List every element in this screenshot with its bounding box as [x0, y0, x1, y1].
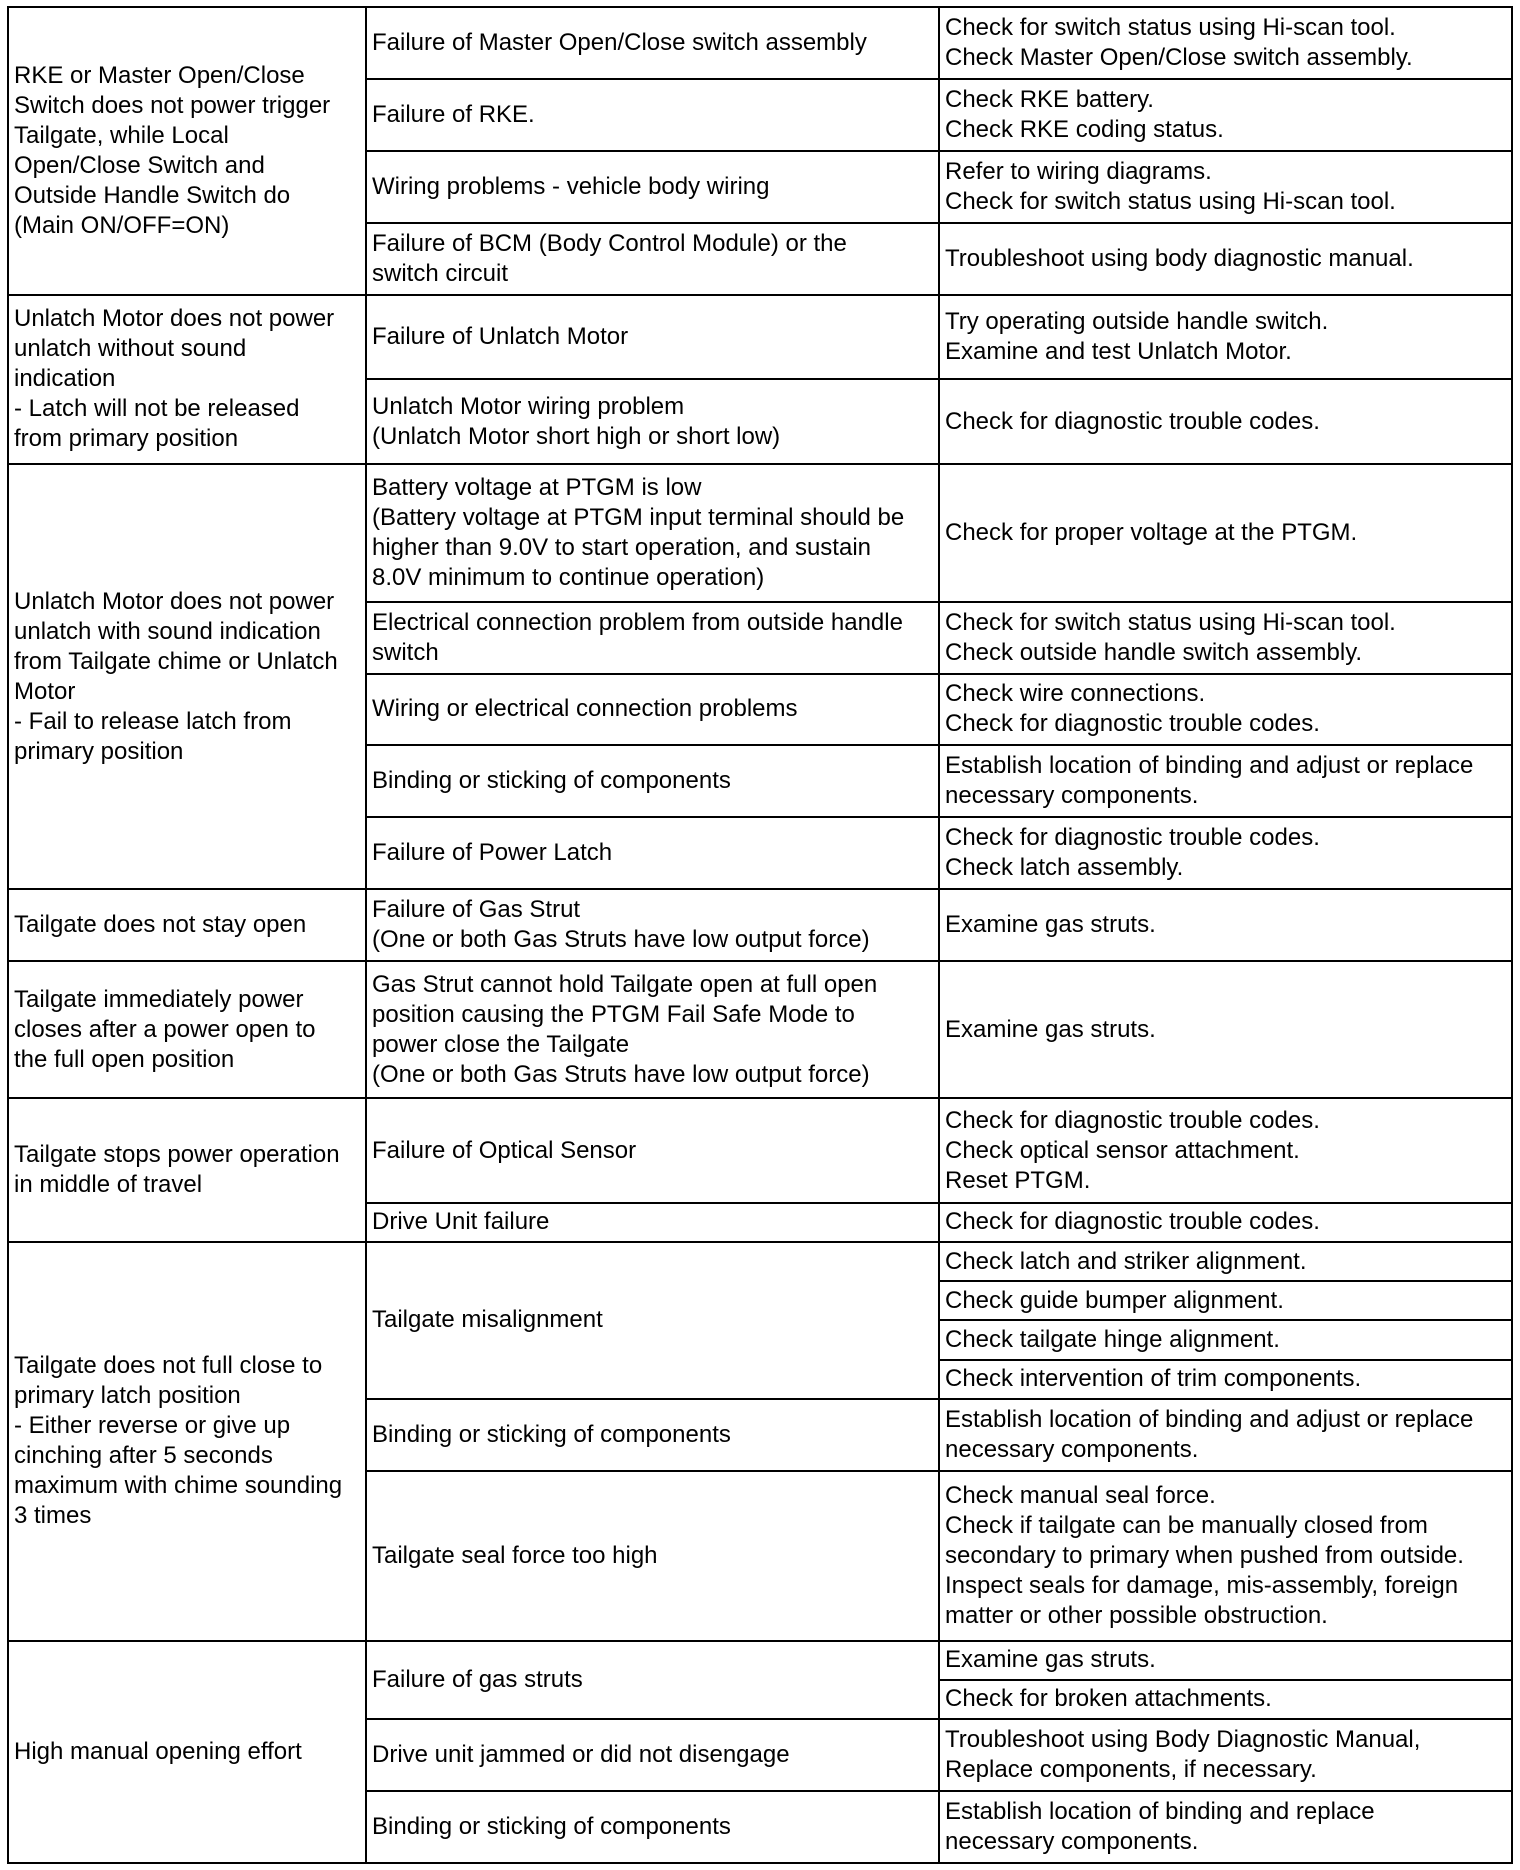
- cause-cell: Gas Strut cannot hold Tailgate open at full open position causing the PTGM Fail Safe Mode to power close the Tailgate (One or both Gas Struts have low output force): [366, 961, 939, 1098]
- remedy-cell: Check tailgate hinge alignment.: [939, 1320, 1512, 1359]
- table-row: [8, 7, 1512, 79]
- remedy-cell: Examine gas struts.: [939, 1641, 1512, 1680]
- remedy-cell: Establish location of binding and replace necessary components.: [939, 1791, 1512, 1863]
- cause-cell: Failure of Power Latch: [366, 817, 939, 889]
- cause-cell: Binding or sticking of components: [366, 1791, 939, 1863]
- remedy-cell: Examine gas struts.: [939, 889, 1512, 961]
- symptom-cell: Tailgate does not full close to primary latch position - Either reverse or give up cinching after 5 seconds maximum with chime sounding 3 times: [8, 1242, 366, 1641]
- cause-cell: Failure of Master Open/Close switch assembly: [366, 7, 939, 79]
- cause-cell: Tailgate seal force too high: [366, 1471, 939, 1641]
- table-row: [8, 889, 1512, 961]
- cause-cell: Binding or sticking of components: [366, 1399, 939, 1471]
- cause-cell: Electrical connection problem from outside handle switch: [366, 602, 939, 674]
- table-row: [8, 1242, 1512, 1281]
- remedy-cell: Check for proper voltage at the PTGM.: [939, 464, 1512, 601]
- symptom-cell: Tailgate does not stay open: [8, 889, 366, 961]
- table-row: [8, 1098, 1512, 1203]
- symptom-cell: Tailgate immediately power closes after a power open to the full open position: [8, 961, 366, 1098]
- symptom-cell: RKE or Master Open/Close Switch does not power trigger Tailgate, while Local Open/Close Switch and Outside Handle Switch do (Main ON/OFF=ON): [8, 7, 366, 295]
- remedy-cell: Troubleshoot using Body Diagnostic Manual, Replace components, if necessary.: [939, 1719, 1512, 1791]
- symptom-cell: Unlatch Motor does not power unlatch with sound indication from Tailgate chime or Unlatch Motor - Fail to release latch from primary position: [8, 464, 366, 889]
- remedy-cell: Check manual seal force. Check if tailgate can be manually closed from secondary to primary when pushed from outside. Inspect seals for damage, mis-assembly, foreign matter or other possible obstruction.: [939, 1471, 1512, 1641]
- cause-cell: Wiring problems - vehicle body wiring: [366, 151, 939, 223]
- cause-cell: Binding or sticking of components: [366, 745, 939, 817]
- remedy-cell: Check for broken attachments.: [939, 1680, 1512, 1719]
- remedy-cell: Establish location of binding and adjust or replace necessary components.: [939, 1399, 1512, 1471]
- cause-cell: Failure of gas struts: [366, 1641, 939, 1719]
- table-row: [8, 961, 1512, 1098]
- cause-cell: Failure of BCM (Body Control Module) or the switch circuit: [366, 223, 939, 295]
- remedy-cell: Check intervention of trim components.: [939, 1360, 1512, 1399]
- cause-cell: Drive Unit failure: [366, 1203, 939, 1242]
- remedy-cell: Check for switch status using Hi-scan tool. Check Master Open/Close switch assembly.: [939, 7, 1512, 79]
- remedy-cell: Check for diagnostic trouble codes. Check optical sensor attachment. Reset PTGM.: [939, 1098, 1512, 1203]
- remedy-cell: Check guide bumper alignment.: [939, 1281, 1512, 1320]
- remedy-cell: Check for switch status using Hi-scan tool. Check outside handle switch assembly.: [939, 602, 1512, 674]
- remedy-cell: Examine gas struts.: [939, 961, 1512, 1098]
- remedy-cell: Establish location of binding and adjust or replace necessary components.: [939, 745, 1512, 817]
- remedy-cell: Troubleshoot using body diagnostic manual.: [939, 223, 1512, 295]
- remedy-cell: Check RKE battery. Check RKE coding status.: [939, 79, 1512, 151]
- table-row: [8, 295, 1512, 380]
- remedy-cell: Check for diagnostic trouble codes.: [939, 1203, 1512, 1242]
- remedy-cell: Check for diagnostic trouble codes.: [939, 379, 1512, 464]
- cause-cell: Wiring or electrical connection problems: [366, 674, 939, 746]
- remedy-cell: Try operating outside handle switch. Examine and test Unlatch Motor.: [939, 295, 1512, 380]
- symptom-cell: Tailgate stops power operation in middle of travel: [8, 1098, 366, 1242]
- remedy-cell: Check for diagnostic trouble codes. Check latch assembly.: [939, 817, 1512, 889]
- cause-cell: Failure of Optical Sensor: [366, 1098, 939, 1203]
- cause-cell: Battery voltage at PTGM is low (Battery voltage at PTGM input terminal should be higher than 9.0V to start operation, and sustain 8.0V minimum to continue operation): [366, 464, 939, 601]
- remedy-cell: Refer to wiring diagrams. Check for switch status using Hi-scan tool.: [939, 151, 1512, 223]
- symptom-cell: High manual opening effort: [8, 1641, 366, 1863]
- cause-cell: Tailgate misalignment: [366, 1242, 939, 1399]
- symptom-cell: Unlatch Motor does not power unlatch without sound indication - Latch will not be released from primary position: [8, 295, 366, 465]
- table-row: [8, 464, 1512, 601]
- remedy-cell: Check wire connections. Check for diagnostic trouble codes.: [939, 674, 1512, 746]
- cause-cell: Failure of RKE.: [366, 79, 939, 151]
- cause-cell: Unlatch Motor wiring problem (Unlatch Motor short high or short low): [366, 379, 939, 464]
- table-row: [8, 1641, 1512, 1680]
- troubleshooting-table-body: [8, 7, 1512, 1863]
- cause-cell: Failure of Gas Strut (One or both Gas Struts have low output force): [366, 889, 939, 961]
- cause-cell: Failure of Unlatch Motor: [366, 295, 939, 380]
- troubleshooting-table: [7, 6, 1513, 1864]
- cause-cell: Drive unit jammed or did not disengage: [366, 1719, 939, 1791]
- remedy-cell: Check latch and striker alignment.: [939, 1242, 1512, 1281]
